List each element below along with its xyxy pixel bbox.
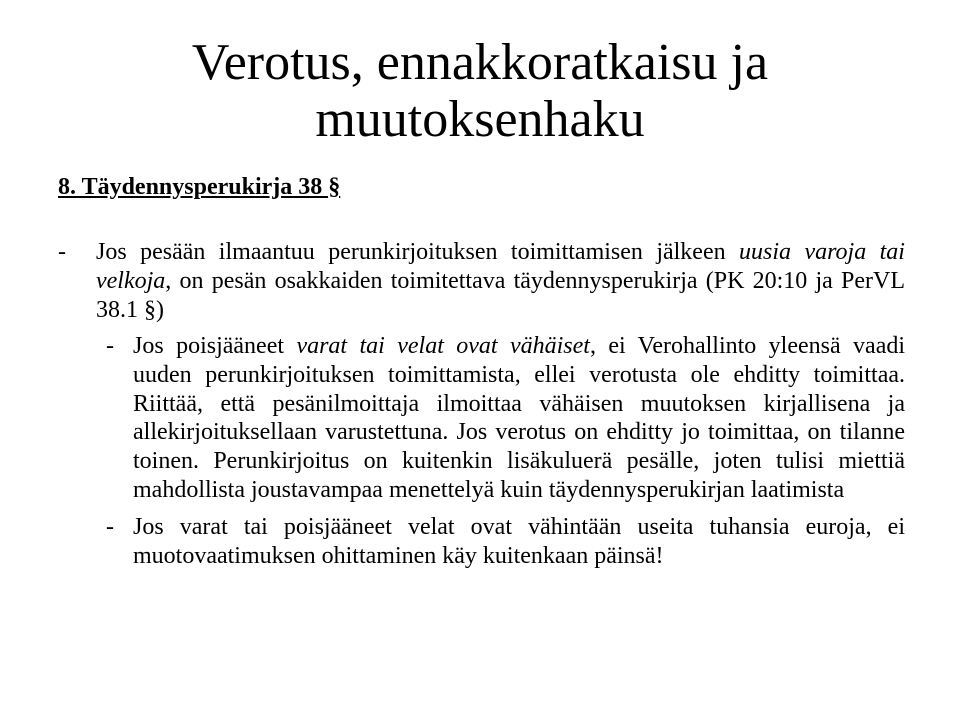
text-segment: muotovaatimuksen ohittaminen käy kuitenkaan päinsä!	[133, 542, 664, 569]
bullet-line	[96, 267, 905, 296]
text-segment: uuden perunkirjoituksen toimittamista, ellei verotusta ole ehditty toimittaa.	[133, 361, 905, 388]
emphasis-text: velkoja	[96, 267, 166, 294]
sub-bullet-text	[133, 513, 905, 571]
bullet-line	[133, 447, 905, 476]
bullet-line	[133, 476, 905, 505]
sub-bullet-item	[106, 513, 905, 571]
text-segment: allekirjoituksellaan varustettuna. Jos verotus on ehditty jo toimittaa, on tilanne	[133, 419, 905, 446]
text-segment: , ei Verohallinto yleensä vaadi	[589, 333, 906, 359]
text-segment: toinen. Perunkirjoitus on kuitenkin lisäkuluerä pesälle, joten tulisi miettiä	[133, 448, 905, 475]
bullet-line	[133, 390, 905, 419]
bullet-dash: -	[106, 333, 114, 359]
bullet-dash: -	[58, 239, 66, 265]
bullet-text	[96, 238, 905, 324]
slide-title-line-2: muutoksenhaku	[315, 91, 645, 148]
bullet-line	[133, 513, 905, 542]
text-segment: mahdollista joustavampaa menettelyä kuin täydennysperukirjan laatimista	[133, 476, 845, 503]
bullet-dash: -	[106, 514, 114, 540]
text-segment: Riittää, että pesänilmoittaja ilmoittaa vähäisen muutoksen kirjallisena ja	[133, 390, 905, 417]
bullet-line	[96, 296, 905, 325]
text-segment: Jos poisjääneet	[133, 333, 297, 359]
text-segment: Jos pesään ilmaantuu perunkirjoituksen toimittamisen jälkeen	[96, 239, 740, 265]
bullet-line	[133, 361, 905, 390]
text-segment: Jos varat tai poisjääneet velat ovat vähintään useita tuhansia euroja, ei	[133, 514, 905, 540]
section-heading: 8. Täydennysperukirja 38 §	[58, 174, 341, 200]
emphasis-text: varat tai velat ovat vähäiset	[296, 333, 590, 359]
bullet-item	[58, 238, 905, 324]
bullet-line	[133, 332, 905, 361]
sub-bullet-item	[106, 332, 905, 505]
bullet-line	[133, 542, 905, 571]
slide-title-line-1: Verotus, ennakkoratkaisu ja	[191, 34, 769, 91]
text-segment: , on pesän osakkaiden toimitettava täydennysperukirja (PK 20:10 ja PerVL	[165, 267, 905, 294]
slide-title	[0, 34, 960, 148]
text-segment: 38.1 §)	[96, 296, 164, 323]
emphasis-text: uusia varoja tai	[739, 239, 905, 265]
bullet-line	[133, 418, 905, 447]
sub-bullet-text	[133, 332, 905, 505]
bullet-line	[96, 238, 905, 267]
